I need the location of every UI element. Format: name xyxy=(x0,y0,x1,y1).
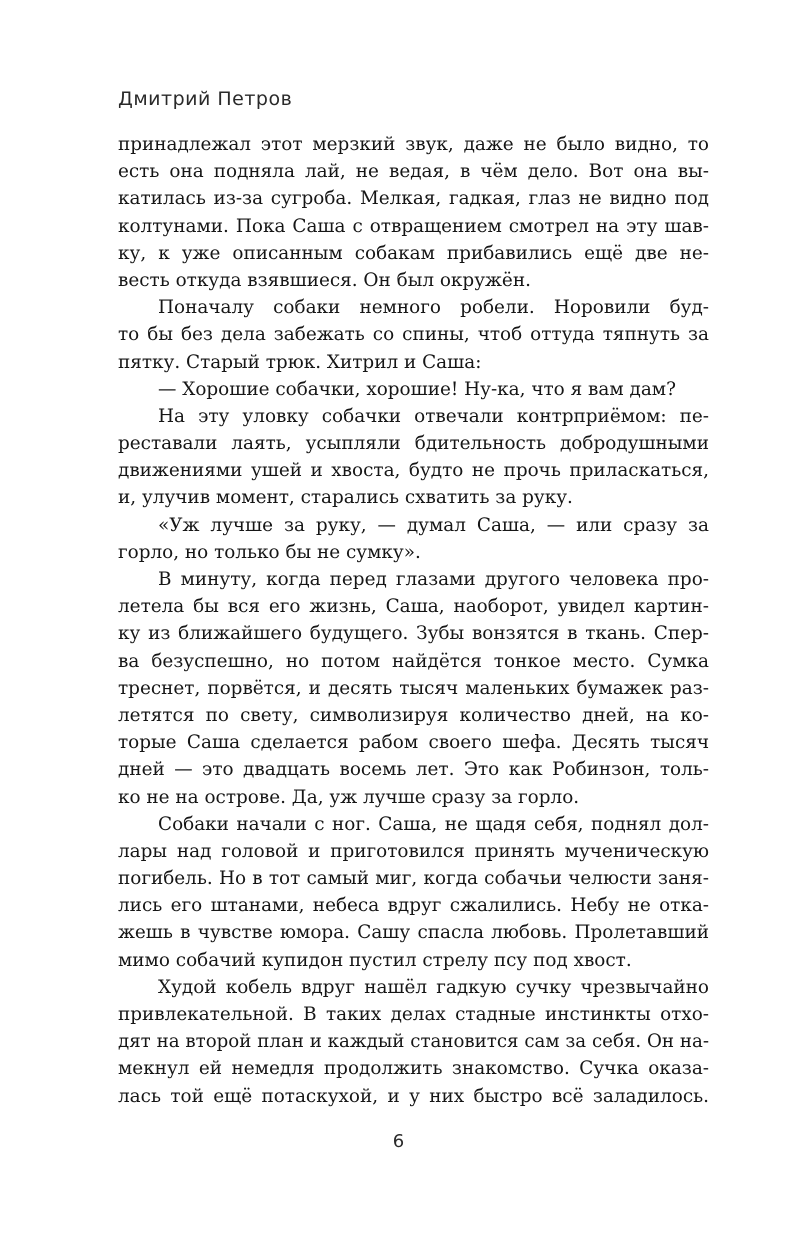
text-line: то бы без дела забежать со спины, чтоб оттуда тяпнуть за xyxy=(118,324,709,346)
text-line: лась той ещё потаскухой, и у них быстро всё заладилось. xyxy=(118,1085,709,1107)
text-line: лары над головой и приготовился принять мученическую xyxy=(118,840,709,862)
page-number: 6 xyxy=(392,1131,405,1152)
text-line: ку из ближайшего будущего. Зубы вонзятся в ткань. Спер- xyxy=(118,623,709,645)
text-line: В минуту, когда перед глазами другого человека про- xyxy=(158,569,709,590)
text-line: движениями ушей и хвоста, будто не прочь приласкаться, xyxy=(118,460,709,482)
running-header-author: Дмитрий Петров xyxy=(118,88,293,110)
text-line: катилась из-за сугроба. Мелкая, гадкая, глаз не видно под xyxy=(118,188,709,210)
text-line: горло, но только бы не сумку». xyxy=(118,541,421,563)
text-line: Худой кобель вдруг нашёл гадкую сучку чрезвычайно xyxy=(158,976,709,998)
text-line: принадлежал этот мерзкий звук, даже не было видно, то xyxy=(118,134,709,155)
text-line: весть откуда взявшиеся. Он был окружён. xyxy=(118,269,531,291)
text-line: дят на второй план и каждый становится сам за себя. Он на- xyxy=(118,1031,709,1053)
text-line: — Хорошие собачки, хорошие! Ну-ка, что я вам дам? xyxy=(158,378,676,400)
text-line: и, улучив момент, старались схватить за руку. xyxy=(118,487,573,509)
text-line: пятку. Старый трюк. Хитрил и Саша: xyxy=(118,351,482,373)
text-line: колтунами. Пока Саша с отвращением смотрел на эту шав- xyxy=(118,215,709,237)
text-line: летятся по свету, символизируя количество дней, на ко- xyxy=(118,704,709,726)
text-line: жешь в чувстве юмора. Сашу спасла любовь. Пролетавший xyxy=(118,922,709,944)
text-line: летела бы вся его жизнь, Саша, наоборот, увидел картин- xyxy=(118,596,709,618)
text-line: реставали лаять, усыпляли бдительность добродушными xyxy=(118,433,709,455)
text-line: Поначалу собаки немного робели. Норовили буд- xyxy=(158,297,709,319)
text-line: треснет, порвётся, и десять тысяч маленьких бумажек раз- xyxy=(118,677,709,699)
text-line: ку, к уже описанным собакам прибавились ещё две не- xyxy=(118,242,709,264)
text-line: привлекательной. В таких делах стадные инстинкты отхо- xyxy=(118,1004,709,1025)
text-line: погибель. Но в тот самый миг, когда собачьи челюсти заня- xyxy=(118,868,709,890)
text-line: торые Саша сделается рабом своего шефа. Десять тысяч xyxy=(118,732,709,754)
text-line: мекнул ей немедля продолжить знакомство. Сучка оказа- xyxy=(118,1058,709,1080)
text-line: мимо собачий купидон пустил стрелу псу под хвост. xyxy=(118,949,632,971)
text-line: дней — это двадцать восемь лет. Это как Робинзон, толь- xyxy=(118,759,709,781)
text-line: «Уж лучше за руку, — думал Саша, — или сразу за xyxy=(158,514,709,536)
text-line: лись его штанами, небеса вдруг сжалились. Небу не отка- xyxy=(118,895,709,917)
text-line: ко не на острове. Да, уж лучше сразу за горло. xyxy=(118,786,580,808)
text-line: Собаки начали с ног. Саша, не щадя себя, поднял дол- xyxy=(158,813,709,835)
text-line: ва безуспешно, но потом найдётся тонкое место. Сумка xyxy=(118,650,709,672)
body-text xyxy=(118,131,709,1110)
text-line: есть она подняла лай, не ведая, в чём дело. Вот она вы- xyxy=(118,161,709,183)
text-line: На эту уловку собачки отвечали контрприёмом: пе- xyxy=(158,405,709,427)
